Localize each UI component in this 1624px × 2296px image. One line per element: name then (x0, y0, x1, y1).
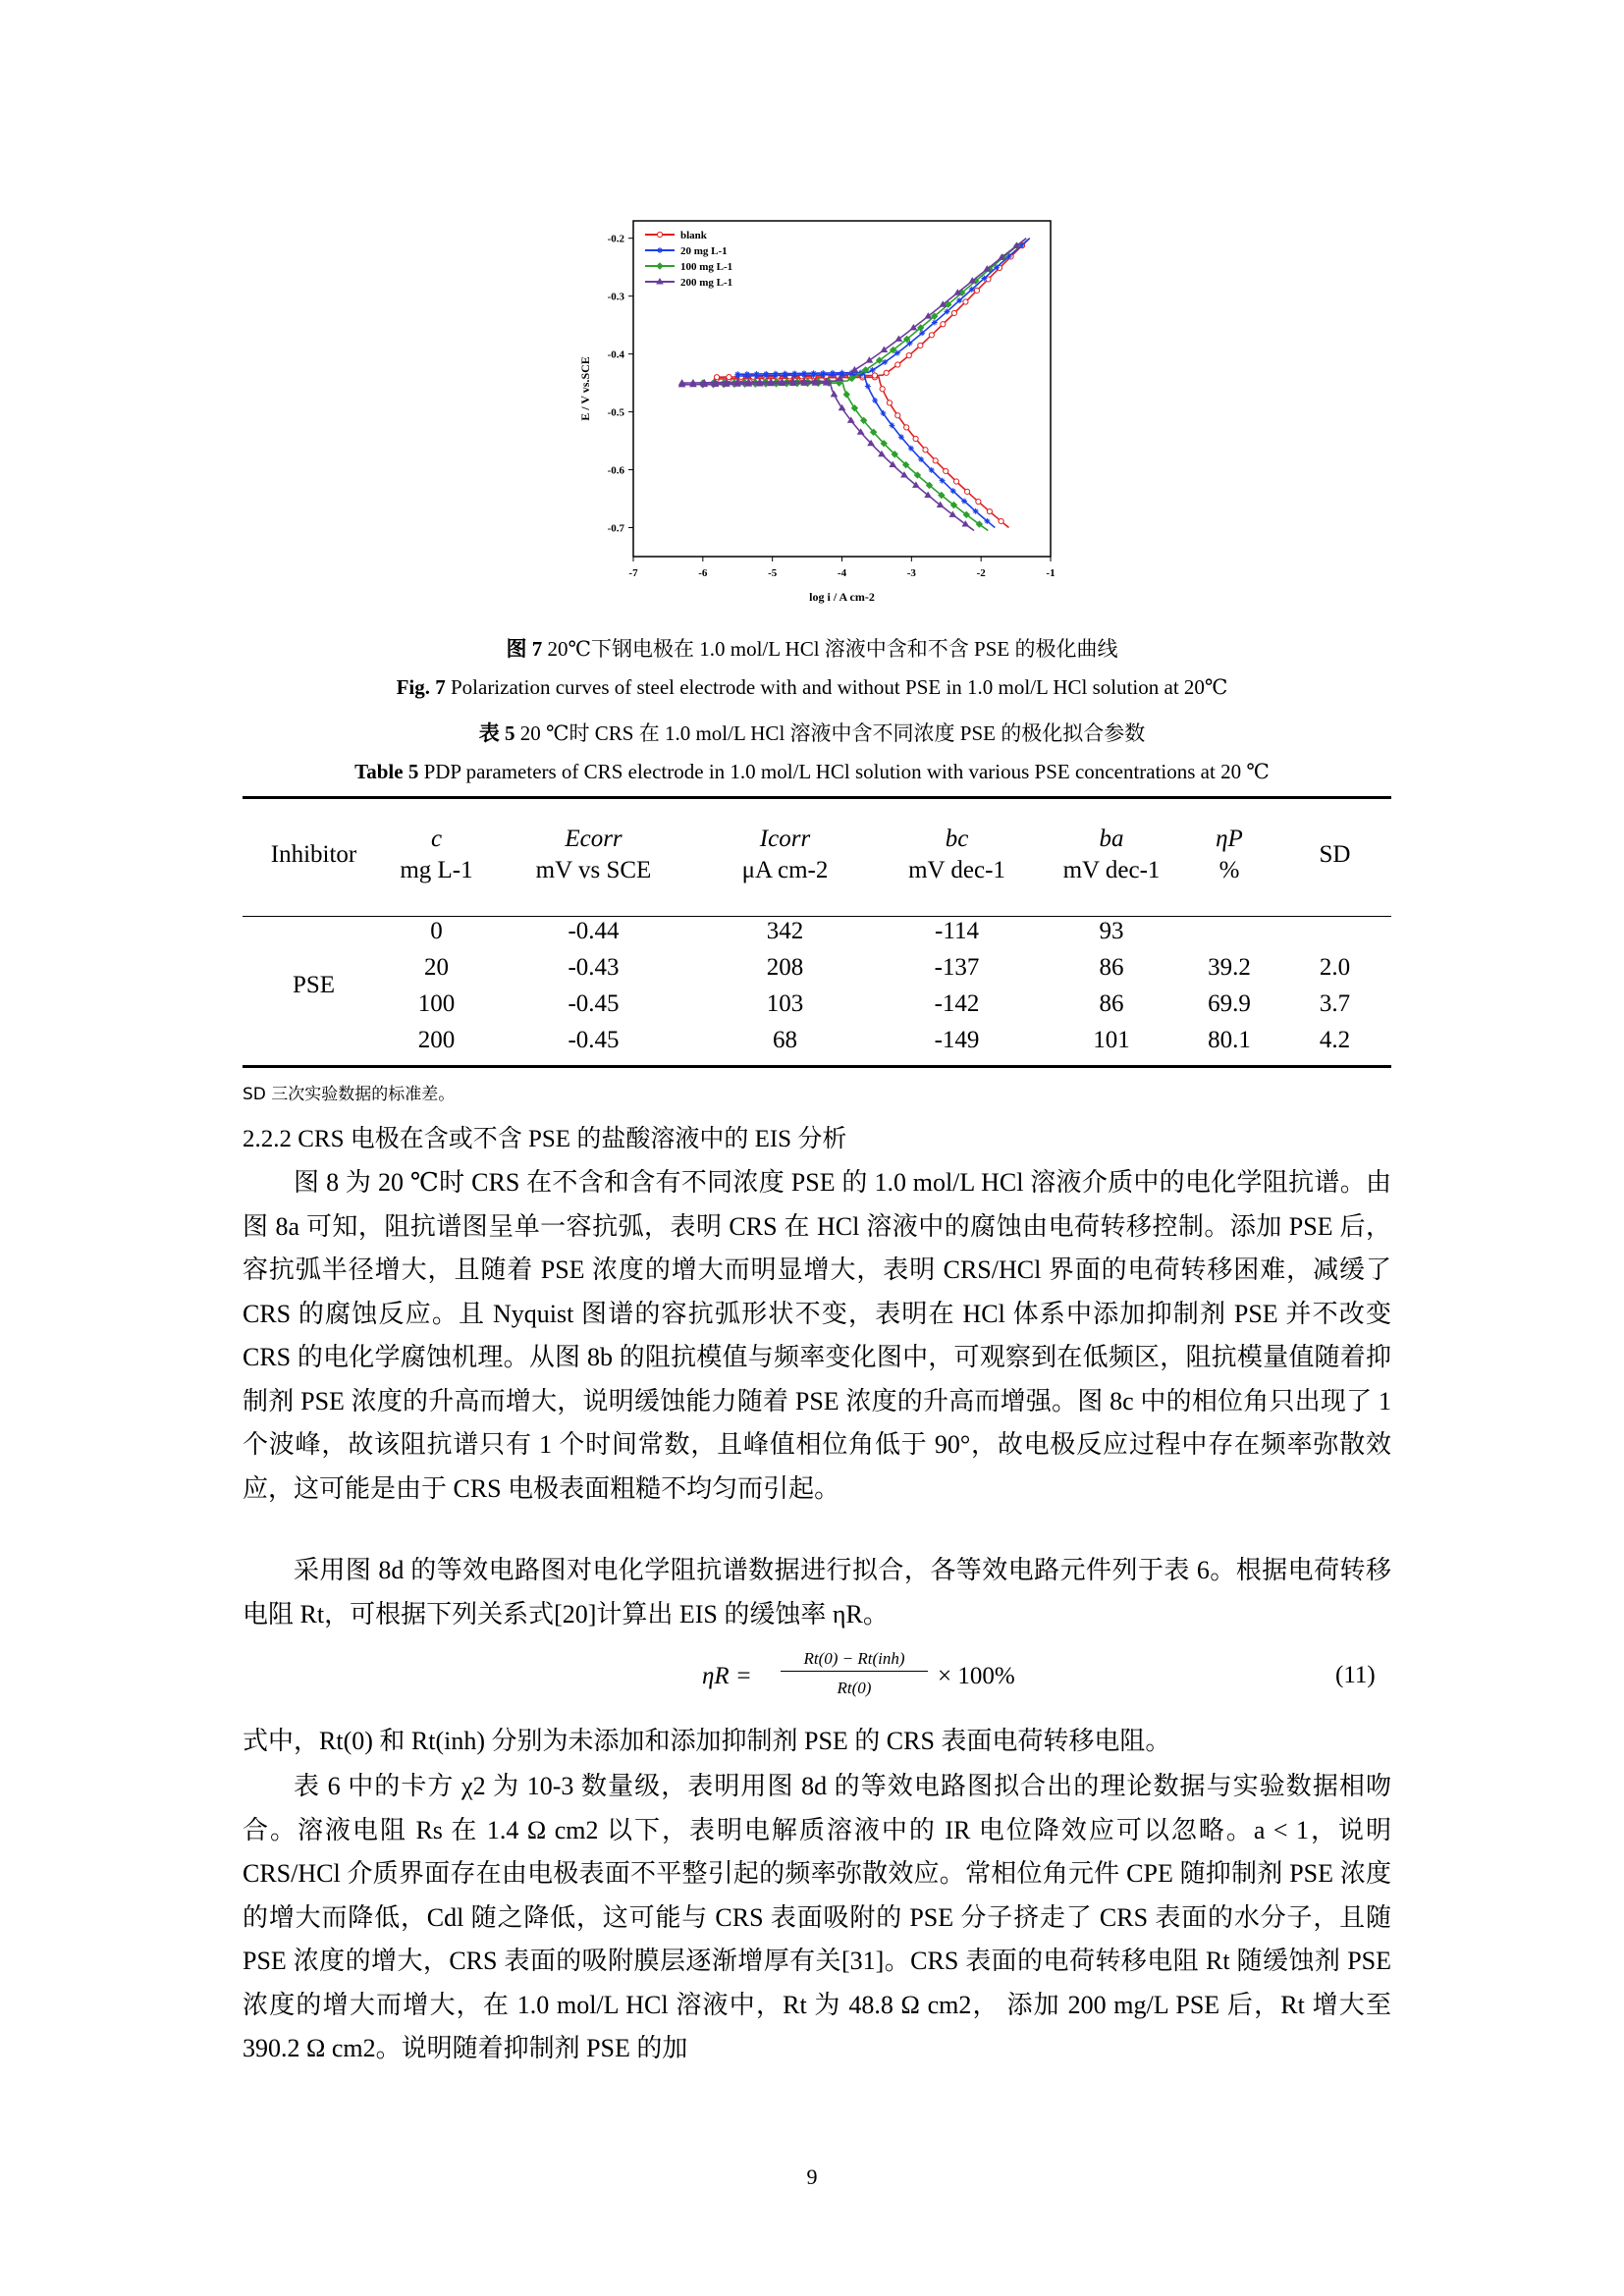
cell-icorr: 103 (766, 989, 804, 1017)
series-line-3-0 (682, 383, 975, 530)
series-point (831, 392, 837, 397)
paragraph-4: 表 6 中的卡方 χ2 为 10-3 数量级，表明用图 8d 的等效电路图拟合出的理论数据与实验数据相吻合。溶液电阻 Rs 在 1.4 Ω cm2 以下，表明电解质溶液中的 IR 电位降效应可以忽略。a < 1，说明 CRS/HCl 介质界面存在由电极表面不平整引起的频率弥散效应。常相位角元件 CPE 随抑制剂 PSE 浓度的增大而降低，Cdl 随之降低，这可能与 CRS 表面吸附的 PSE 分子挤走了 CRS 表面的水分子，且随 PSE 浓度的增大，CRS 表面的吸附膜层逐渐增厚有关[31]。CRS 表面的电荷转移电阻 Rt 随缓蚀剂 PSE 浓度的增大而增大，在 1.0 mol/L HCl 溶液中，Rt 为 48.8 Ω cm2， 添加 200 mg/L PSE 后，Rt 增大至 390.2 Ω cm2。说明随着抑制剂 PSE 的加 (243, 1772, 1391, 2062)
cell-c: 20 (424, 953, 449, 981)
series-point (923, 448, 928, 453)
y-tick-label: -0.5 (607, 406, 624, 419)
series-point (865, 384, 871, 390)
table-row (243, 986, 1391, 1022)
cell-eta (1180, 913, 1278, 949)
cell-ba: 86 (1099, 989, 1124, 1017)
cell-eta: 69.9 (1208, 989, 1251, 1017)
page-number: 9 (806, 2164, 818, 2189)
cell-bc: -114 (935, 917, 979, 944)
series-point (933, 458, 938, 463)
y-tick-label: -0.3 (607, 291, 624, 303)
series-point (999, 518, 1003, 523)
legend-marker (657, 263, 663, 269)
series-line-2-1 (703, 239, 1026, 383)
header-inhibitor: Inhibitor (270, 841, 357, 868)
series-line-1-1 (737, 239, 1029, 375)
cell-ecorr: -0.45 (568, 989, 620, 1017)
legend-label: 200 mg L-1 (680, 277, 733, 289)
cell-eta: 39.2 (1208, 953, 1251, 981)
equation-numerator: Rt(0) − Rt(inh) (781, 1649, 928, 1672)
table-header-row (243, 797, 1391, 913)
cell-ba: 86 (1099, 953, 1124, 981)
cell-sd: 3.7 (1319, 989, 1351, 1017)
table-row (243, 913, 1391, 949)
series-point (895, 413, 900, 418)
cell-bc: -142 (934, 989, 980, 1017)
series-point (974, 288, 979, 293)
series-point (727, 374, 731, 379)
series-point (880, 387, 885, 392)
series-point (714, 375, 719, 380)
series-point (913, 436, 918, 441)
series-point (987, 508, 992, 513)
cell-bc: -149 (934, 1026, 980, 1053)
y-axis-label: E / V vs.SCE (578, 356, 592, 421)
series-point (963, 299, 968, 304)
x-tick-label: -1 (1046, 567, 1056, 579)
series-point (887, 400, 892, 405)
series-point (904, 425, 909, 430)
equation-number: (11) (1335, 1662, 1376, 1688)
y-tick-label: -0.4 (607, 348, 624, 361)
cell-bc: -137 (934, 953, 980, 981)
header-c: c mg L-1 (400, 826, 473, 883)
series-point (976, 499, 981, 504)
series-point (929, 333, 934, 338)
cell-sd: 2.0 (1319, 953, 1351, 981)
figure-caption-cn: 图 7 20℃下钢电极在 1.0 mol/L HCl 溶液中含和不含 PSE 的极化曲线 (506, 637, 1118, 661)
paragraph-3: 式中，Rt(0) 和 Rt(inh) 分别为未添加和添加抑制剂 PSE 的 CRS 表面电荷转移电阻。 (243, 1727, 1171, 1755)
y-tick-label: -0.7 (607, 522, 624, 535)
inhibitor-cell: PSE (292, 972, 336, 998)
header-bc: bc mV dec-1 (908, 826, 1005, 883)
series-line-0-1 (717, 239, 1030, 378)
pdp-table (243, 797, 1391, 1058)
cell-eta: 80.1 (1208, 1026, 1251, 1053)
cell-icorr: 208 (766, 953, 804, 981)
series-point (964, 489, 969, 494)
header-ba: ba mV dec-1 (1062, 826, 1161, 883)
cell-icorr: 342 (766, 917, 804, 944)
table-caption-en: Table 5 PDP parameters of CRS electrode in 1.0 mol/L HCl solution with various PSE concentrations at 20 ℃ (354, 760, 1270, 783)
paragraph-1: 图 8 为 20 ℃时 CRS 在不含和含有不同浓度 PSE 的 1.0 mol/L HCl 溶液介质中的电化学阻抗谱。由图 8a 可知，阻抗谱图呈单一容抗弧，表明 CRS 在 HCl 溶液中的腐蚀由电荷转移控制。添加 PSE 后，容抗弧半径增大，且随着 PSE 浓度的增大而明显增大，表明 CRS/HCl 界面的电荷转移困难，减缓了 CRS 的腐蚀反应。且 Nyquist 图谱的容抗弧形状不变，表明在 HCl 体系中添加抑制剂 PSE 并不改变 CRS 的电化学腐蚀机理。从图 8b 的阻抗模值与频率变化图中，可观察到在低频区，阻抗模量值随着抑制剂 PSE 浓度的升高而增大，说明缓蚀能力随着 PSE 浓度的升高而增强。图 8c 中的相位角只出现了 1 个波峰，故该阻抗谱只有 1 个时间常数，且峰值相位角低于 90°，故电极反应过程中存在频率弥散效应，这可能是由于 CRS 电极表面粗糙不均匀而引起。 (243, 1168, 1392, 1503)
series-point (906, 353, 911, 358)
cell-ecorr: -0.44 (568, 917, 620, 944)
cell-sd: 4.2 (1319, 1026, 1351, 1053)
series-point (986, 277, 991, 282)
header-eta: ηP % (1216, 826, 1243, 883)
legend-label: 20 mg L-1 (680, 245, 728, 257)
x-tick-label: -7 (628, 567, 638, 579)
header-ecorr: Ecorr mV vs SCE (535, 826, 652, 883)
equation-denominator: Rt(0) (837, 1679, 872, 1697)
series-point (944, 468, 948, 473)
cell-c: 0 (430, 917, 443, 944)
header-sd: SD (1319, 841, 1351, 868)
series-point (872, 373, 877, 378)
series-point (738, 374, 743, 379)
x-tick-label: -2 (976, 567, 986, 579)
y-tick-label: -0.6 (607, 464, 624, 477)
equation-lhs: ηR = (702, 1663, 752, 1689)
series-line-3-1 (682, 239, 1027, 383)
cell-ecorr: -0.43 (568, 953, 620, 981)
series-point (895, 362, 900, 367)
cell-c: 200 (417, 1026, 456, 1053)
section-heading: 2.2.2 CRS 电极在含或不含 PSE 的盐酸溶液中的 EIS 分析 (243, 1126, 847, 1152)
cell-ba: 101 (1093, 1026, 1130, 1053)
series-point (953, 479, 958, 484)
equation-11 (702, 1649, 1036, 1718)
series-point (951, 310, 956, 315)
series-point (843, 392, 849, 398)
table-caption-cn: 表 5 20 ℃时 CRS 在 1.0 mol/L HCl 溶液中含不同浓度 PSE 的极化拟合参数 (478, 721, 1146, 745)
header-icorr: Icorr μA cm-2 (741, 826, 829, 883)
polarization-chart (569, 211, 1080, 623)
legend-marker (657, 247, 663, 253)
series-line-0-0 (717, 377, 1009, 527)
equation-tail: × 100% (938, 1663, 1015, 1689)
legend-label: blank (680, 230, 707, 241)
cell-icorr: 68 (773, 1026, 797, 1053)
cell-sd (1278, 913, 1391, 949)
paragraph-2: 采用图 8d 的等效电路图对电化学阻抗谱数据进行拟合，各等效电路元件列于表 6。根据电荷转移电阻 Rt，可根据下列关系式[20]计算出 EIS 的缓蚀率 ηR。 (243, 1556, 1391, 1629)
x-tick-label: -5 (768, 567, 778, 579)
x-axis-label: log i / A cm-2 (809, 590, 875, 604)
legend-marker (657, 232, 662, 237)
table-bottom-rule (243, 1065, 1391, 1068)
legend-label: 100 mg L-1 (680, 261, 733, 273)
series-point (918, 343, 923, 347)
cell-ecorr: -0.45 (568, 1026, 620, 1053)
cell-c: 100 (417, 989, 456, 1017)
x-tick-label: -4 (837, 567, 847, 579)
series-point (941, 322, 946, 327)
x-tick-label: -6 (698, 567, 708, 579)
table-row (243, 949, 1391, 986)
x-tick-label: -3 (906, 567, 916, 579)
table-row (243, 1022, 1391, 1058)
cell-ba: 93 (1099, 917, 1124, 944)
y-tick-label: -0.2 (607, 233, 624, 245)
figure-caption-en: Fig. 7 Polarization curves of steel electrode with and without PSE in 1.0 mol/L HCl solution at 20℃ (396, 675, 1228, 699)
series-point (884, 370, 889, 375)
table-note: SD 三次实验数据的标准差。 (243, 1085, 456, 1104)
